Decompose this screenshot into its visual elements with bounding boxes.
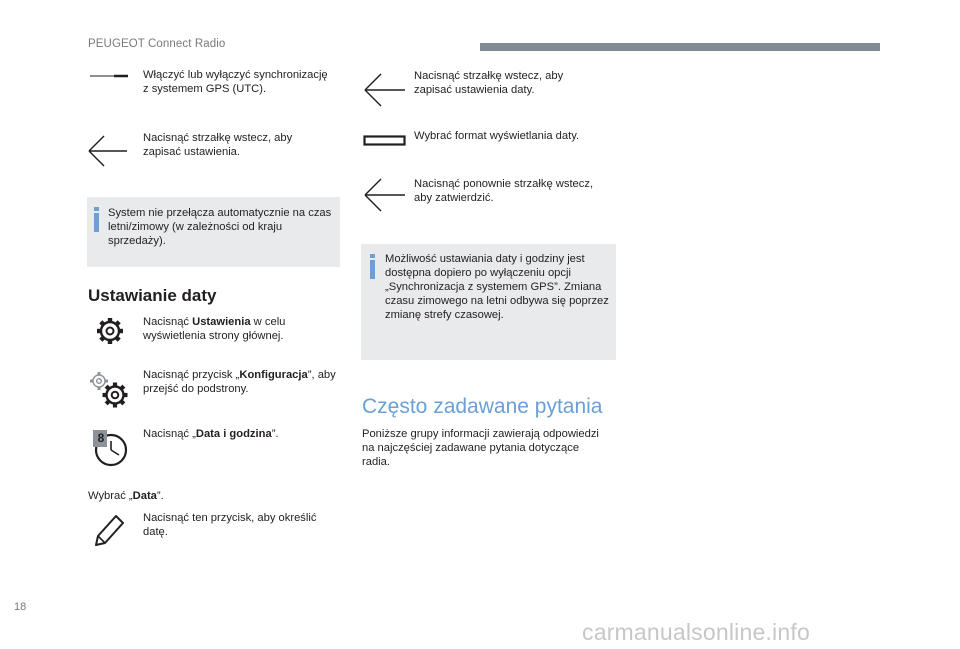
choose-data-text — [88, 489, 288, 503]
step-pencil-text: Nacisnąć ten przycisk, aby określić datę. — [143, 512, 317, 538]
section-title: Ustawianie daty — [88, 286, 217, 305]
step-format-text: Wybrać format wyświetlania daty. — [414, 130, 580, 142]
watermark: carmanualsonline.info — [582, 619, 810, 645]
toggle-line-icon — [90, 74, 128, 80]
back-arrow-icon — [87, 133, 129, 169]
note-summer-winter-text: System nie przełącza automatycznie na czas letni/zimowy (w zależności od kraju sprzedaży). — [108, 207, 332, 247]
step-back-date-text: Nacisnąć strzałkę wstecz, aby zapisać ustawienia daty. — [414, 70, 564, 96]
step-back-save-text: Nacisnąć strzałkę wstecz, aby zapisać ustawienia. — [143, 132, 293, 158]
step-back-confirm-text: Nacisnąć ponownie strzałkę wstecz, aby zatwierdzić. — [414, 178, 594, 204]
faq-title: Często zadawane pytania — [362, 395, 603, 418]
step-datetime-bold: Data i godzina — [195, 428, 272, 440]
rectangle-icon — [363, 135, 407, 147]
step-gps-text: Włączyć lub wyłączyć synchronizację z systemem GPS (UTC). — [143, 69, 328, 95]
choose-pre: Wybrać „ — [88, 490, 133, 502]
step-config-post: ”, aby przejść do podstrony. — [143, 369, 336, 395]
step-settings-bold: Ustawienia — [192, 316, 251, 328]
step-config-pre: Nacisnąć przycisk „ — [143, 369, 240, 381]
header-title: PEUGEOT Connect Radio — [88, 38, 226, 50]
step-settings-pre: Nacisnąć — [143, 316, 193, 328]
choose-post: ”. — [156, 490, 164, 502]
step-datetime-text — [143, 427, 333, 441]
pencil-icon — [92, 512, 126, 548]
page-number: 18 — [14, 601, 27, 613]
step-config-text — [143, 368, 338, 396]
note-summer-winter — [87, 197, 340, 267]
step-datetime-post: ”. — [271, 428, 279, 440]
choose-bold: Data — [132, 490, 157, 502]
note-gps-text: Możliwość ustawiania daty i godziny jest dostępna dopiero po wyłączeniu opcji „Synchronizacja z systemem GPS”. Zmiana czasu zimowego na letni odbywa się poprzez zmianę strefy czasowej. — [385, 253, 609, 321]
faq-text: Poniższe grupy informacji zawierają odpowiedzi na najczęściej zadawane pytania dotyczące radia. — [362, 428, 599, 468]
note-gps — [361, 244, 616, 360]
step-settings-text — [143, 315, 333, 343]
gears-icon — [88, 370, 130, 410]
clock-badge: 8 — [97, 431, 105, 445]
step-datetime-pre: Nacisnąć „ — [143, 428, 196, 440]
back-arrow-icon — [363, 176, 407, 214]
header-bar — [480, 43, 880, 51]
back-arrow-icon — [363, 71, 407, 109]
step-config-bold: Konfiguracja — [239, 369, 308, 381]
step-settings-post: w celu wyświetlenia strony głównej. — [143, 316, 286, 342]
gear-icon — [95, 316, 125, 346]
